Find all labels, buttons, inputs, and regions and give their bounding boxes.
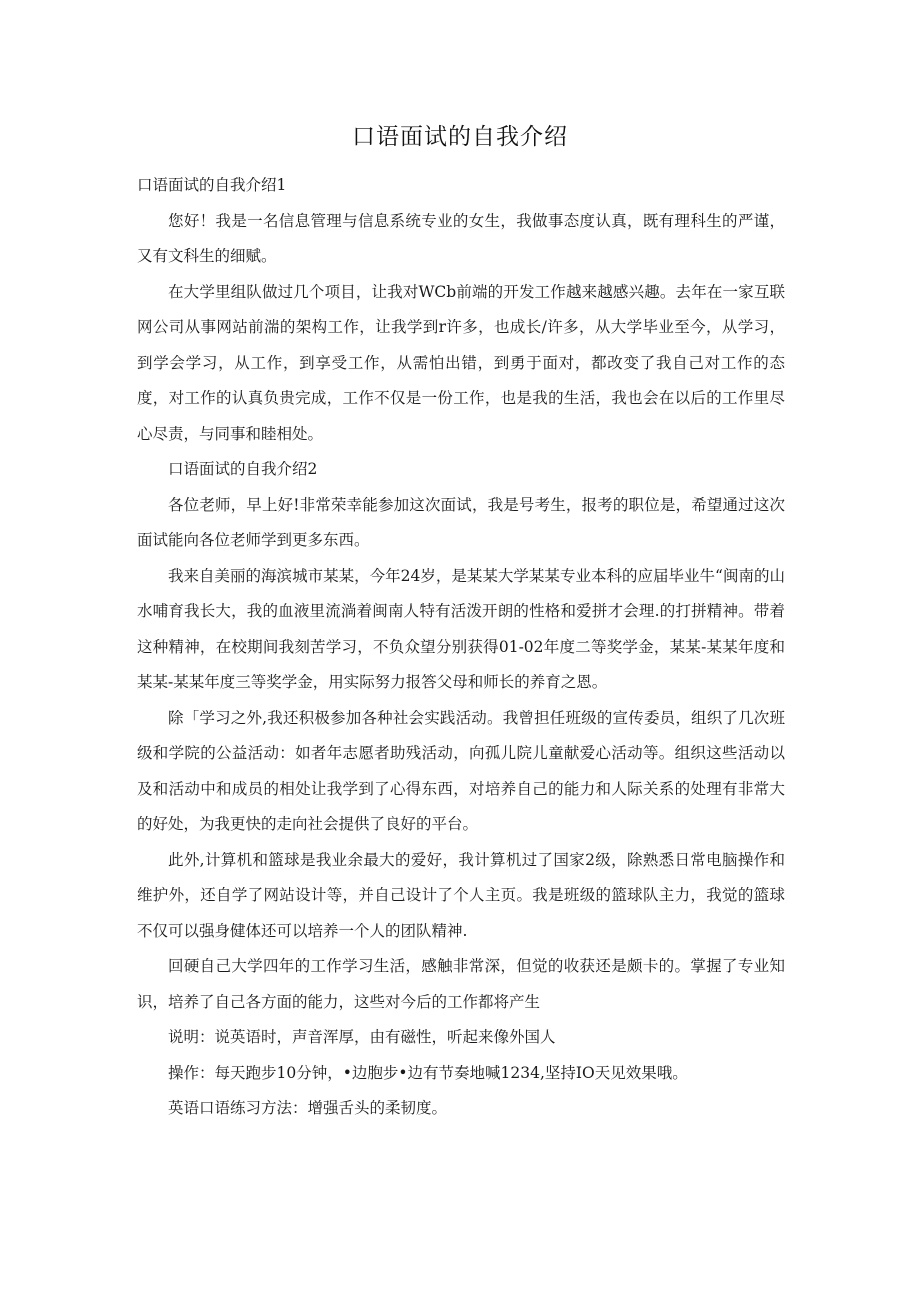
paragraph: 此外,计算机和篮球是我业余最大的爱好，我计算机过了国家2级，除熟悉日常电脑操作和维护外，还自学了网站设计等，并自己设计了个人主页。我是班级的篮球队主力，我觉的篮球不仅可以强身健体还可以培养一个人的团队精神.	[137, 850, 785, 940]
paragraph: 我来自美丽的海滨城市某某，今年24岁，是某某大学某某专业本科的应届毕业牛“闽南的山水哺育我长大，我的血液里流淌着闽南人特有活泼开朗的性格和爱拼才会理.的打拼精神。带着这种精神，在校期间我刻苦学习，不负众望分别获得01-02年度二等奖学金，某某-某某年度和某某-某某年度三等奖学金，用实际努力报答父母和师长的养育之恩。	[137, 566, 785, 691]
document-title: 口语面试的自我介绍	[352, 124, 568, 150]
paragraph: 口语面试的自我介绍2	[168, 460, 318, 478]
paragraph: 说明：说英语时，声音浑厚，由有磁性，听起来像外国人	[168, 1028, 556, 1046]
paragraph: 操作：每天跑步10分钟，•边胞步•边有节奏地喊1234,坚持IO天见效果哦。	[168, 1063, 688, 1082]
paragraph: 各位老师，早上好!非常荣幸能参加这次面试，我是号考生，报考的职位是，希望通过这次面试能向各位老师学到更多东西。	[137, 495, 785, 549]
document-body	[137, 168, 785, 1127]
paragraph: 英语口语练习方法：增强舌头的柔韧度。	[168, 1099, 448, 1117]
paragraph: 口语面试的自我介绍1	[137, 176, 287, 194]
paragraph: 回硬自己大学四年的工作学习生活，感触非常深，但觉的收获还是颇卡的。掌握了专业知识，培养了自己各方面的能力，这些对今后的工作都将产生	[137, 957, 785, 1011]
paragraph: 您好！我是一名信息管理与信息系统专业的女生，我做事态度认真，既有理科生的严谨，又有文科生的细赋。	[137, 211, 785, 265]
paragraph: 除「学习之外,我还积极参加各种社会实践活动。我曾担任班级的宣传委员，组织了几次班级和学院的公益活动：如者年志愿者助残活动，向孤儿院儿童献爱心活动等。组织这些活动以及和活动中和成员的相处让我学到了心得东西，对培养自己的能力和人际关系的处理有非常大的好处，为我更快的走向社会提供了良好的平台。	[137, 708, 785, 833]
paragraph: 在大学里组队做过几个项目，让我对WCb前端的开发工作越来越感兴趣。去年在一家互联网公司从事网站前湍的架构工作，让我学到r许多，也成长/许多，从大学毕业至今，从学习，到学会学习，从工作，到享受工作，从需怕出错，到勇于面对，都改变了我自己对工作的态度，对工作的认真负贵完成，工作不仅是一份工作，也是我的生活，我也会在以后的工作里尽心尽责，与同事和睦相处。	[137, 282, 785, 443]
